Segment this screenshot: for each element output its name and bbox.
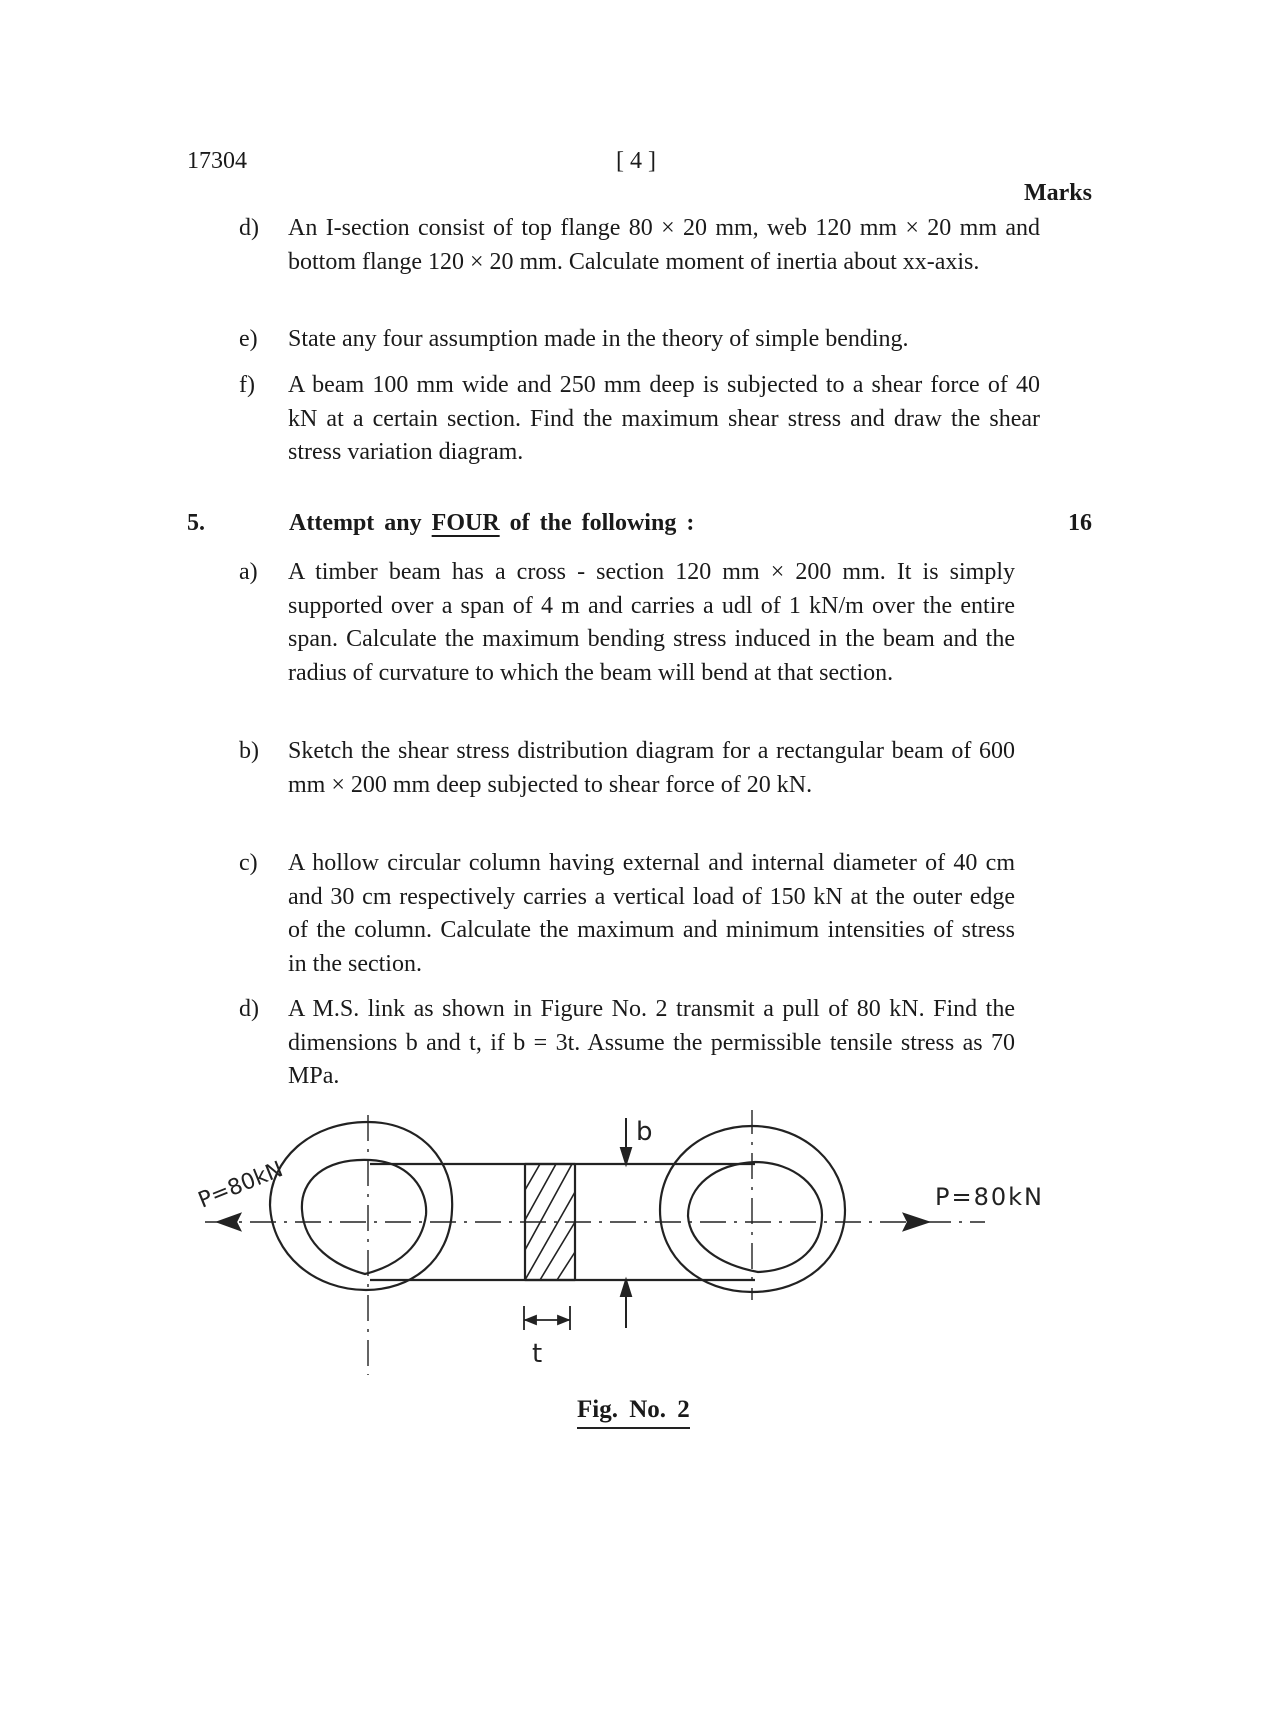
part-label: f) (239, 372, 255, 398)
part-label: d) (239, 996, 259, 1022)
part-label: a) (239, 559, 258, 585)
part-text: An I-section consist of top flange 80 × 20 mm, web 120 mm × 20 mm and bottom flange 120 × 20 mm. Calculate moment of inertia about xx-axis. (288, 215, 1040, 275)
question-5-title (289, 510, 694, 537)
left-load-arrow-icon (218, 1214, 240, 1230)
part-label: e) (239, 326, 258, 352)
right-load-label: P=80kN (935, 1183, 1044, 1211)
right-load-arrow-icon (904, 1214, 928, 1230)
t-arrow-left-icon (526, 1316, 536, 1324)
question-5-number: 5. (187, 510, 205, 536)
title-prefix: Attempt any (289, 510, 422, 536)
question-5-marks: 16 (1068, 510, 1092, 536)
dimension-b-label: b (636, 1117, 653, 1147)
marks-column-heading: Marks (1024, 180, 1092, 206)
part-text: A hollow circular column having external and internal diameter of 40 cm and 30 cm respectively carries a vertical load of 150 kN at the outer edge of the column. Calculate the maximum and minimum intensities of stress in the section. (288, 850, 1015, 977)
part-label: d) (239, 215, 259, 241)
t-arrow-right-icon (558, 1316, 568, 1324)
dimension-t-label: t (532, 1339, 543, 1369)
left-eye-inner (302, 1160, 426, 1274)
part-text: Sketch the shear stress distribution diagram for a rectangular beam of 600 mm × 200 mm deep subjected to shear force of 20 kN. (288, 738, 1015, 798)
b-arrow-down-icon (621, 1148, 631, 1164)
left-load-label: P=80kN (194, 1157, 287, 1214)
part-text: State any four assumption made in the theory of simple bending. (288, 326, 909, 352)
part-text: A beam 100 mm wide and 250 mm deep is subjected to a shear force of 40 kN at a certain section. Find the maximum shear stress and draw the shear stress variation diagram. (288, 372, 1040, 465)
page-number: [ 4 ] (616, 148, 656, 174)
part-text: A M.S. link as shown in Figure No. 2 transmit a pull of 80 kN. Find the dimensions b and t, if b = 3t. Assume the permissible tensile stress as 70 MPa. (288, 996, 1015, 1089)
part-label: c) (239, 850, 258, 876)
part-text: A timber beam has a cross - section 120 mm × 200 mm. It is simply supported over a span of 4 m and carries a udl of 1 kN/m over the entire span. Calculate the maximum bending stress induced in the beam and the radius of curvature to which the beam will bend at that section. (288, 559, 1015, 686)
b-arrow-up-icon (621, 1280, 631, 1296)
title-emphasis: FOUR (431, 510, 500, 536)
figure-caption: Fig. No. 2 (577, 1396, 690, 1429)
ms-link-figure (190, 1110, 1090, 1390)
title-suffix: of the following : (509, 510, 695, 536)
part-label: b) (239, 738, 259, 764)
right-eye-inner (688, 1162, 822, 1272)
paper-code: 17304 (187, 148, 247, 174)
